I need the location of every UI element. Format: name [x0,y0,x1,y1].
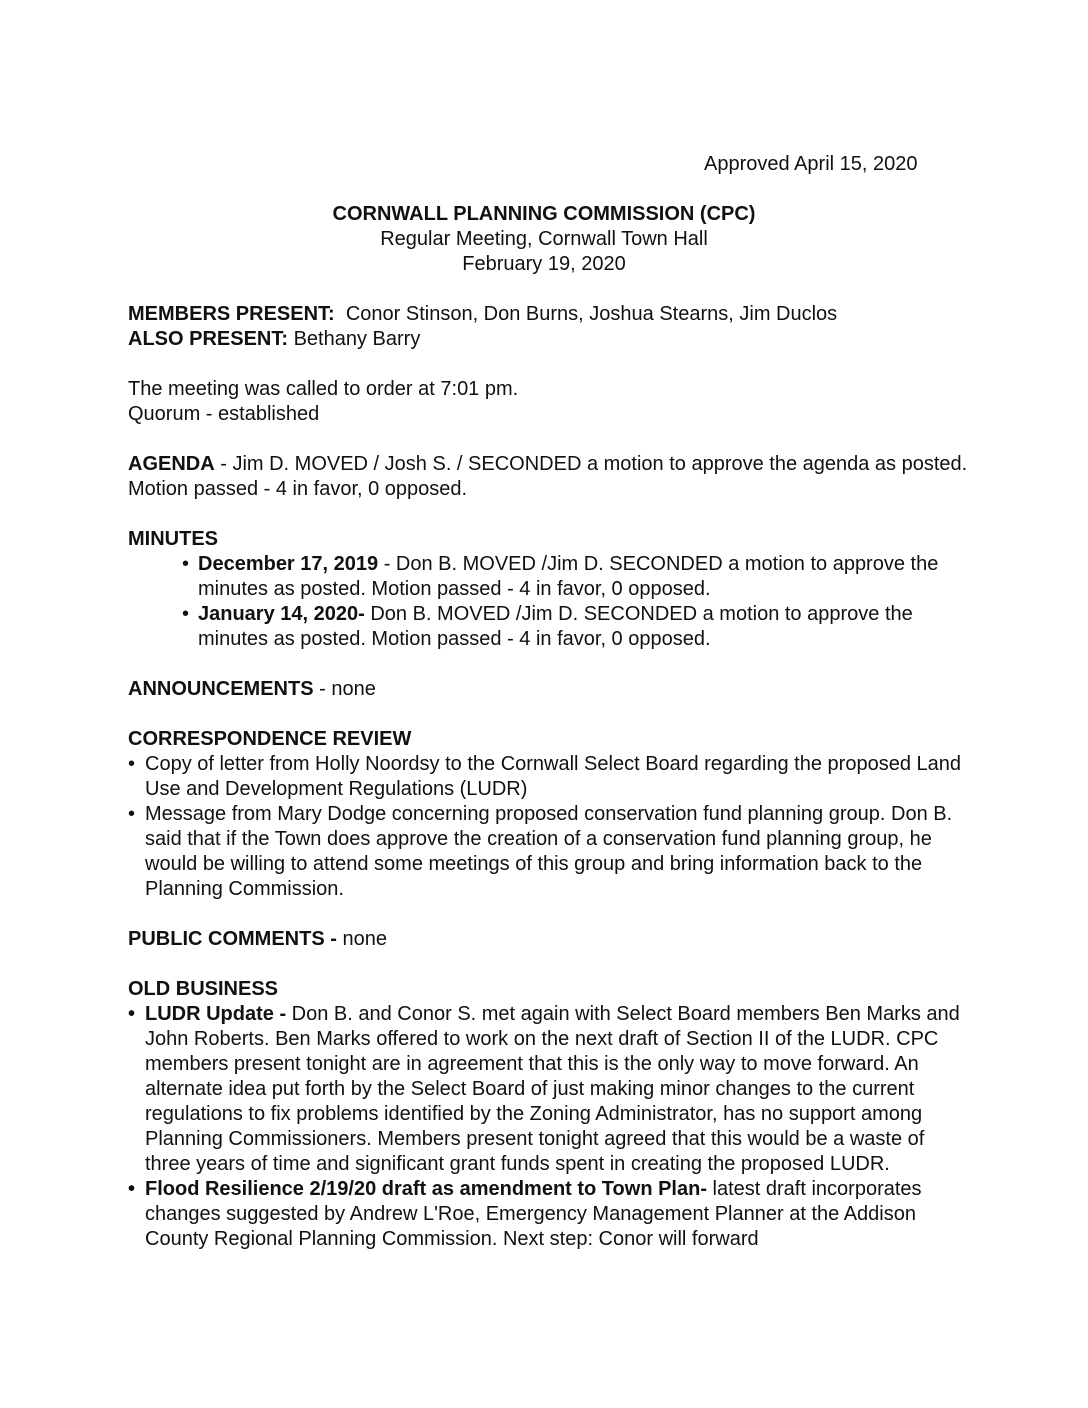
announcements-paragraph [128,677,968,702]
announcements-label: ANNOUNCEMENTS [128,678,314,700]
agenda-section [128,452,968,502]
agenda-text: - Jim D. MOVED / Josh S. / SECONDED a motion to approve the agenda as posted. Motion passed - 4 in favor, 0 opposed. [128,453,968,500]
meeting-location: Regular Meeting, Cornwall Town Hall [380,228,708,250]
minutes-body [128,302,968,1252]
public-comments-label: PUBLIC COMMENTS - [128,928,337,950]
also-present-label: ALSO PRESENT: [128,328,289,350]
list-item [128,552,968,602]
also-present [128,327,968,352]
old-business-item-text: Don B. and Conor S. met again with Select Board members Ben Marks and John Roberts. Ben Marks offered to work on the next draft of Section II of the LUDR. CPC members present tonight are in agreement that this is the only way to move forward. An alternate idea put forth by the Select Board of just making minor changes to the current regulations to fix problems identified by the Zoning Administrator, has no support among Planning Commissioners. Members present tonight agreed that this would be a waste of three years of time and significant grant funds spent in creating the proposed LUDR. [145,1003,960,1175]
correspondence-item-text: Message from Mary Dodge concerning proposed conservation fund planning group. Don B. said that if the Town does approve the creation of a conservation fund planning group, he would be willing to attend some meetings of this group and bring information back to the Planning Commission. [145,803,953,900]
old-business-item-title: LUDR Update - [145,1003,287,1025]
minutes-section [128,527,968,652]
old-business-item-title: Flood Resilience 2/19/20 draft as amendment to Town Plan- [145,1178,707,1200]
list-item [128,802,968,902]
minutes-item-date: January 14, 2020- [198,603,365,625]
correspondence-list [128,752,968,902]
agenda-label: AGENDA [128,453,215,475]
minutes-item-text: - Don B. MOVED /Jim D. SECONDED a motion to approve the minutes as posted. Motion passed - 4 in favor, 0 opposed. [198,553,939,600]
list-item [128,1002,968,1177]
old-business-heading: OLD BUSINESS [128,978,279,1000]
public-comments-section [128,927,968,952]
agenda-paragraph [128,452,968,502]
bullet-icon: • [128,1178,136,1200]
document-header [128,202,960,277]
members-present-label: MEMBERS PRESENT: [128,303,335,325]
list-item [128,1177,968,1252]
announcements-text: - none [313,678,376,700]
minutes-item-text: Don B. MOVED /Jim D. SECONDED a motion to approve the minutes as posted. Motion passed - 4 in favor, 0 opposed. [198,603,913,650]
bullet-icon: • [182,553,190,575]
bullet-icon: • [128,1003,136,1025]
list-item [128,752,968,802]
call-to-order-line: The meeting was called to order at 7:01 pm. [128,378,519,400]
minutes-heading: MINUTES [128,528,218,550]
members-present [128,302,968,327]
old-business-section [128,977,968,1252]
call-to-order-section [128,377,968,427]
members-present-names: Conor Stinson, Don Burns, Joshua Stearns, Jim Duclos [345,303,838,325]
bullet-icon: • [128,753,136,775]
bullet-icon: • [182,603,190,625]
correspondence-heading: CORRESPONDENCE REVIEW [128,728,412,750]
meeting-date: February 19, 2020 [462,253,626,275]
document-title: CORNWALL PLANNING COMMISSION (CPC) [332,203,756,225]
list-item [128,602,968,652]
correspondence-section [128,727,968,902]
quorum-line: Quorum - established [128,403,320,425]
approval-date: Approved April 15, 2020 [704,153,918,175]
attendance-section [128,302,968,352]
bullet-icon: • [128,803,136,825]
old-business-item-text: latest draft incorporates changes suggested by Andrew L'Roe, Emergency Management Planner at the Addison County Regional Planning Commission. Next step: Conor will forward [145,1178,922,1250]
also-present-names: Bethany Barry [293,328,421,350]
minutes-list [128,552,968,652]
public-comments-paragraph [128,927,968,952]
old-business-list [128,1002,968,1252]
correspondence-item-text: Copy of letter from Holly Noordsy to the Cornwall Select Board regarding the proposed Land Use and Development Regulations (LUDR) [145,753,961,800]
minutes-item-date: December 17, 2019 [198,553,379,575]
announcements-section [128,677,968,702]
public-comments-text: none [336,928,387,950]
